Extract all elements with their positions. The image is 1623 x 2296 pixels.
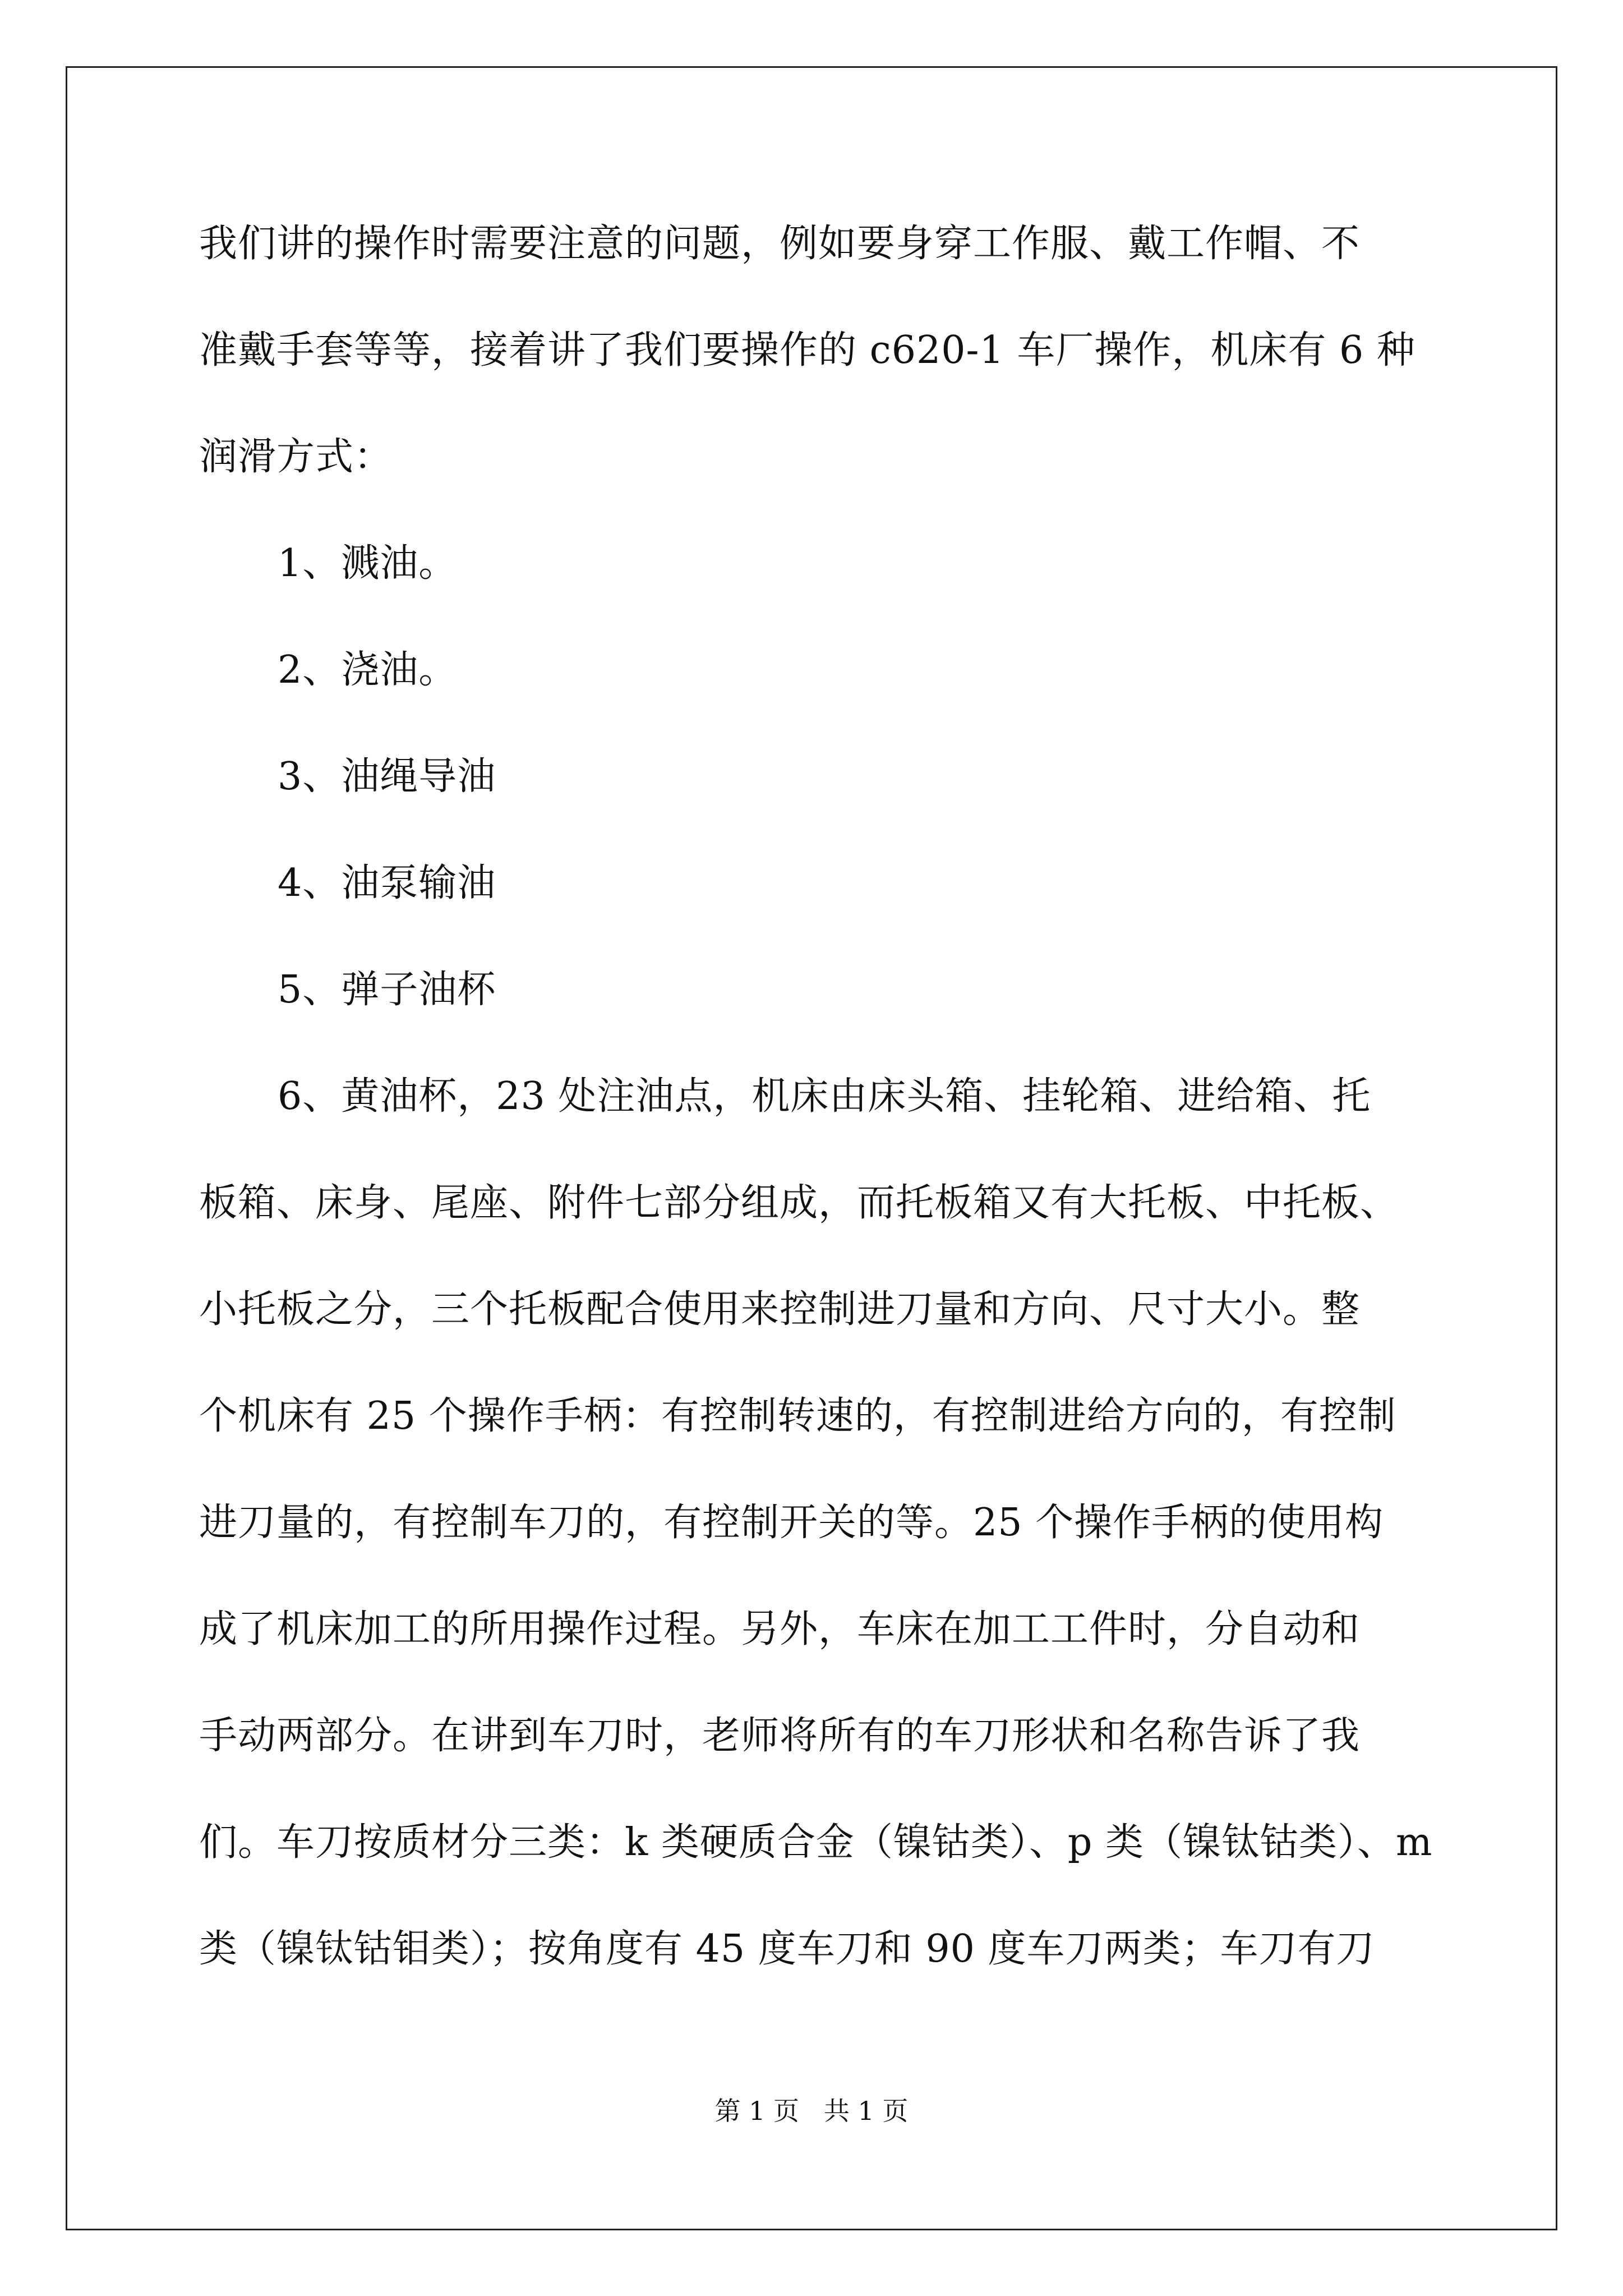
list-item-2: 2、浇油。 — [278, 648, 458, 692]
list-item-3: 3、油绳导油 — [278, 754, 496, 799]
list-item-6: 6、黄油杯，23 处注油点，机床由床头箱、挂轮箱、进给箱、托 — [278, 1074, 1371, 1119]
body-line-15: 手动两部分。在讲到车刀时，老师将所有的车刀形状和名称告诉了我 — [199, 1714, 1361, 1758]
page-border — [66, 66, 1557, 2230]
body-line-16: 们。车刀按质材分三类：k 类硬质合金（镍钴类）、p 类（镍钛钴类）、m — [199, 1820, 1433, 1865]
body-line-10: 板箱、床身、尾座、附件七部分组成，而托板箱又有大托板、中托板、 — [199, 1181, 1399, 1225]
list-item-4: 4、油泵输油 — [278, 861, 496, 905]
body-line-1: 我们讲的操作时需要注意的问题，例如要身穿工作服、戴工作帽、不 — [199, 222, 1361, 266]
page-footer: 第 1 页 共 1 页 — [714, 2096, 909, 2126]
body-line-13: 进刀量的，有控制车刀的，有控制开关的等。25 个操作手柄的使用构 — [199, 1501, 1384, 1545]
body-line-12: 个机床有 25 个操作手柄：有控制转速的，有控制进给方向的，有控制 — [199, 1394, 1396, 1438]
list-item-1: 1、溅油。 — [278, 541, 458, 586]
body-line-11: 小托板之分，三个托板配合使用来控制进刀量和方向、尺寸大小。整 — [199, 1287, 1361, 1332]
list-item-5: 5、弹子油杯 — [278, 968, 496, 1012]
body-line-14: 成了机床加工的所用操作过程。另外，车床在加工工件时，分自动和 — [199, 1607, 1361, 1651]
body-line-17: 类（镍钛钴钼类）；按角度有 45 度车刀和 90 度车刀两类；车刀有刀 — [199, 1927, 1375, 1971]
body-line-2: 准戴手套等等，接着讲了我们要操作的 c620-1 车厂操作，机床有 6 种 — [199, 328, 1415, 372]
body-line-3: 润滑方式： — [199, 435, 393, 479]
